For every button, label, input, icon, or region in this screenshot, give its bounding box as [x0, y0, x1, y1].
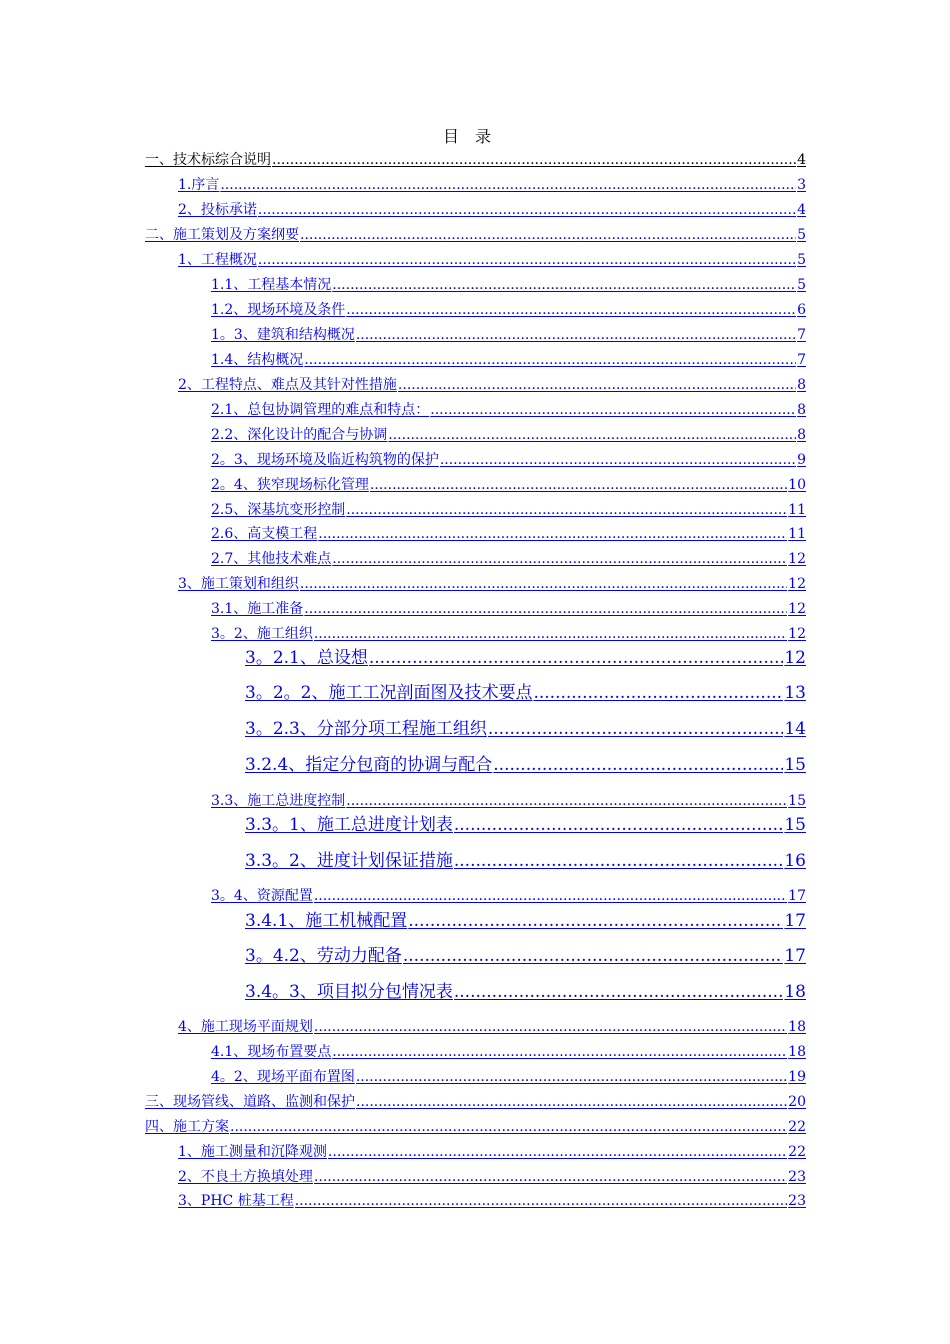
toc-entry-page: 15 [788, 793, 806, 809]
toc-entry-page: 17 [788, 888, 806, 904]
toc-entry[interactable] [211, 500, 806, 520]
toc-entry-page: 11 [788, 502, 806, 518]
toc-leader [258, 250, 796, 270]
toc-entry[interactable] [211, 886, 806, 906]
toc-entry-label: 4.1、现场布置要点 [211, 1044, 332, 1060]
toc-leader [369, 645, 784, 671]
toc-entry[interactable] [178, 574, 806, 594]
toc-entry-label: 2.7、其他技术难点 [211, 551, 332, 567]
toc-entry[interactable] [178, 375, 806, 395]
toc-entry[interactable] [145, 1117, 806, 1137]
toc-entry[interactable] [211, 1042, 806, 1062]
toc-entry[interactable] [245, 716, 806, 742]
toc-leader [304, 350, 796, 370]
toc-entry-page: 13 [784, 683, 806, 703]
toc-entry[interactable] [211, 524, 806, 544]
toc-entry[interactable] [211, 325, 806, 345]
toc-leader [356, 1092, 787, 1112]
toc-leader [314, 1167, 787, 1187]
toc-entry-page: 22 [788, 1119, 806, 1135]
toc-entry-label: 2.5、深基坑变形控制 [211, 502, 346, 518]
toc-entry-page: 20 [788, 1094, 806, 1110]
toc-entry-label: 2。3、现场环境及临近构筑物的保护 [211, 452, 439, 468]
toc-leader [258, 200, 796, 220]
toc-entry-page: 16 [784, 851, 806, 871]
toc-entry-label: 3.2.4、指定分包商的协调与配合 [245, 755, 493, 775]
toc-entry-label: 3、施工策划和组织 [178, 576, 299, 592]
toc-leader [533, 680, 783, 706]
toc-entry[interactable] [178, 175, 806, 195]
toc-entry[interactable] [211, 300, 806, 320]
toc-entry-label: 3.4.1、施工机械配置 [245, 911, 408, 931]
toc-entry[interactable] [178, 1142, 806, 1162]
toc-entry[interactable] [211, 1067, 806, 1087]
toc-leader [346, 300, 796, 320]
toc-entry-page: 22 [788, 1144, 806, 1160]
toc-entry-page: 17 [784, 946, 806, 966]
toc-entry[interactable] [211, 425, 806, 445]
toc-entry[interactable] [178, 250, 806, 270]
toc-entry-label: 一、技术标综合说明 [145, 152, 271, 168]
toc-entry-label: 3.1、施工准备 [211, 601, 304, 617]
toc-entry-page: 8 [797, 377, 806, 393]
toc-entry-label: 4、施工现场平面规划 [178, 1019, 313, 1035]
toc-entry-label: 1.序言 [178, 177, 220, 193]
toc-entry[interactable] [211, 475, 806, 495]
toc-entry-page: 18 [784, 982, 806, 1002]
toc-entry-page: 11 [788, 526, 806, 542]
toc-leader [295, 1191, 787, 1211]
toc-entry-label: 1.2、现场环境及条件 [211, 302, 346, 318]
toc-entry-label: 2.6、高支模工程 [211, 526, 318, 542]
toc-leader [314, 1017, 787, 1037]
toc-entry-label: 2、工程特点、难点及其针对性措施 [178, 377, 397, 393]
toc-leader [356, 325, 796, 345]
toc-leader [304, 599, 787, 619]
toc-entry-label: 2。4、狭窄现场标化管理 [211, 477, 369, 493]
toc-entry-page: 15 [784, 755, 806, 775]
toc-entry-page: 4 [797, 202, 806, 218]
toc-entry-page: 18 [788, 1044, 806, 1060]
toc-entry-label: 四、施工方案 [145, 1119, 229, 1135]
toc-entry-page: 5 [797, 227, 806, 243]
toc-entry[interactable] [245, 943, 806, 969]
toc-entry-label: 1.1、工程基本情况 [211, 277, 332, 293]
toc-leader [430, 400, 796, 420]
toc-entry-label: 3。2。2、施工工况剖面图及技术要点 [245, 683, 533, 703]
toc-leader [356, 1067, 787, 1087]
toc-entry[interactable] [245, 812, 806, 838]
toc-entry[interactable] [211, 791, 806, 811]
toc-leader [328, 1142, 787, 1162]
toc-entry-page: 6 [797, 302, 806, 318]
toc-leader [440, 450, 796, 470]
toc-entry[interactable] [178, 1017, 806, 1037]
toc-entry-page: 5 [797, 252, 806, 268]
toc-entry-label: 1.4、结构概况 [211, 352, 304, 368]
toc-entry[interactable] [211, 350, 806, 370]
toc-entry-label: 2.2、深化设计的配合与协调 [211, 427, 388, 443]
toc-entry-page: 23 [788, 1193, 806, 1209]
toc-entry-page: 12 [788, 551, 806, 567]
toc-title: 目录 [442, 127, 507, 146]
toc-entry[interactable] [145, 150, 806, 170]
toc-entry-page: 12 [788, 601, 806, 617]
toc-entry-page: 3 [797, 177, 806, 193]
toc-entry-page: 7 [797, 327, 806, 343]
toc-entry-label: 3.3。2、进度计划保证措施 [245, 851, 453, 871]
toc-entry-page: 15 [784, 815, 806, 835]
toc-leader [488, 716, 784, 742]
toc-entry-page: 8 [797, 402, 806, 418]
toc-entry-page: 12 [784, 648, 806, 668]
toc-leader [332, 549, 787, 569]
toc-entry-label: 3.4。3、项目拟分包情况表 [245, 982, 453, 1002]
toc-leader [346, 791, 787, 811]
toc-entry[interactable] [245, 908, 806, 934]
toc-entry-label: 3。4.2、劳动力配备 [245, 946, 402, 966]
toc-leader [300, 225, 796, 245]
toc-entry-label: 3.3。1、施工总进度计划表 [245, 815, 453, 835]
toc-entry-label: 二、施工策划及方案纲要 [145, 227, 299, 243]
toc-leader [318, 524, 787, 544]
toc-entry[interactable] [145, 1092, 806, 1112]
toc-entry-label: 2.1、总包协调管理的难点和特点： [211, 402, 430, 418]
toc-entry-label: 1、工程概况 [178, 252, 257, 268]
toc-entry-label: 1、施工测量和沉降观测 [178, 1144, 327, 1160]
toc-leader [403, 943, 784, 969]
toc-entry[interactable] [245, 848, 806, 874]
toc-entry-label: 3。2.1、总设想 [245, 648, 368, 668]
toc-leader [314, 624, 787, 644]
toc-entry-page: 4 [797, 152, 806, 168]
toc-leader [272, 150, 796, 170]
toc-entry[interactable] [145, 225, 806, 245]
toc-entry-label: 4。2、现场平面布置图 [211, 1069, 355, 1085]
toc-leader [332, 275, 796, 295]
toc-leader [300, 574, 787, 594]
toc-entry-label: 2、不良土方换填处理 [178, 1169, 313, 1185]
toc-entry[interactable] [245, 645, 806, 671]
toc-entry-page: 7 [797, 352, 806, 368]
toc-entry-label: 3、PHC 桩基工程 [178, 1193, 294, 1209]
toc-entry[interactable] [211, 549, 806, 569]
toc-entry-label: 3。2.3、分部分项工程施工组织 [245, 719, 487, 739]
toc-entry-page: 5 [797, 277, 806, 293]
toc-entry[interactable] [245, 979, 806, 1005]
toc-entry-label: 2、投标承诺 [178, 202, 257, 218]
toc-entry-page: 12 [788, 576, 806, 592]
toc-entry[interactable] [211, 400, 806, 420]
toc-entry[interactable] [211, 450, 806, 470]
toc-entry[interactable] [178, 1191, 806, 1211]
toc-leader [454, 848, 784, 874]
toc-leader [220, 175, 796, 195]
toc-entry[interactable] [178, 1167, 806, 1187]
toc-leader [370, 475, 787, 495]
toc-entry[interactable] [245, 680, 806, 706]
toc-entry-page: 9 [797, 452, 806, 468]
toc-leader [314, 886, 787, 906]
toc-entry-label: 1。3、建筑和结构概况 [211, 327, 355, 343]
toc-entry[interactable] [211, 275, 806, 295]
toc-leader [230, 1117, 787, 1137]
toc-leader [454, 812, 784, 838]
toc-entry[interactable] [211, 624, 806, 644]
toc-entry[interactable] [178, 200, 806, 220]
toc-entry-page: 17 [784, 911, 806, 931]
toc-entry-page: 14 [784, 719, 806, 739]
toc-entry-page: 23 [788, 1169, 806, 1185]
toc-entry-label: 3.3、施工总进度控制 [211, 793, 346, 809]
toc-entry-label: 3。2、施工组织 [211, 626, 313, 642]
toc-entry[interactable] [245, 752, 806, 778]
toc-leader [454, 979, 784, 1005]
toc-entry-label: 三、现场管线、道路、监测和保护 [145, 1094, 355, 1110]
toc-leader [346, 500, 787, 520]
toc-leader [332, 1042, 787, 1062]
toc-entry-page: 10 [788, 477, 806, 493]
toc-entry-page: 19 [788, 1069, 806, 1085]
toc-entry-page: 8 [797, 427, 806, 443]
toc-entry[interactable] [211, 599, 806, 619]
toc-entry-label: 3。4、资源配置 [211, 888, 313, 904]
toc-entry-page: 18 [788, 1019, 806, 1035]
toc-leader [408, 908, 783, 934]
toc-entry-page: 12 [788, 626, 806, 642]
toc-leader [388, 425, 796, 445]
toc-leader [493, 752, 783, 778]
toc-leader [398, 375, 796, 395]
